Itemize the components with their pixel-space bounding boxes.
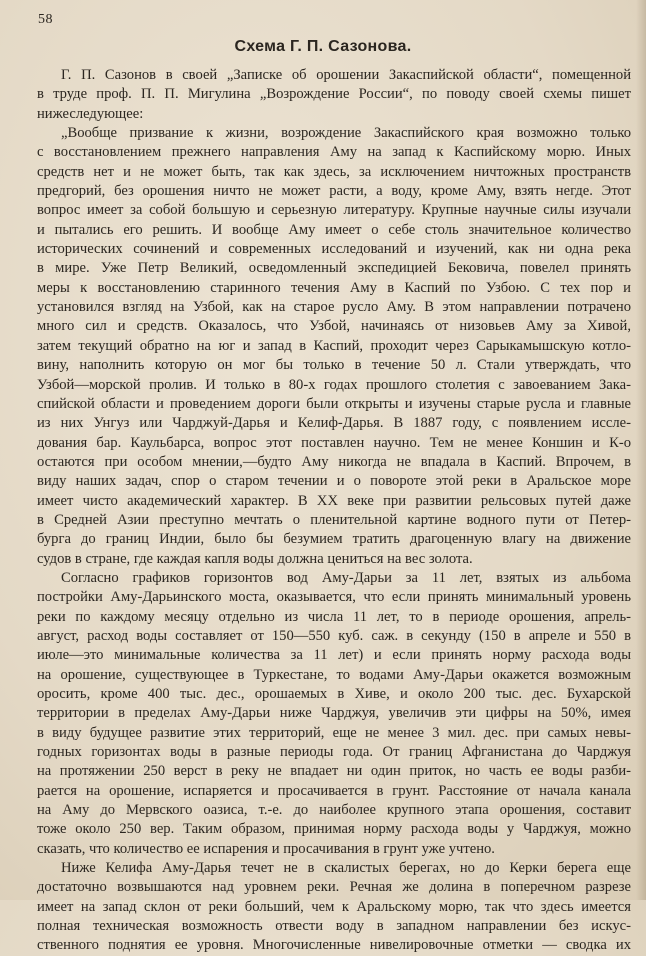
text-line: на орошение, существующее в Туркестане, то водами Аму-Дарьи окажется возможным — [37, 666, 631, 683]
text-line: в виду будущее развитие этих территорий, еще не менее 3 мил. дес. при самых невы- — [37, 724, 631, 741]
page-edge-shadow — [636, 0, 646, 900]
text-line: виду наших задач, спор о старом течении и о повороте этой реки в Аральское море — [37, 473, 631, 490]
text-line: в труде проф. П. П. Мигулина „Возрождение России“, по поводу своей схемы пишет — [37, 86, 631, 103]
text-line: вопрос имеет за собой большую и серьезную литературу. Крупные научные силы изучали — [37, 202, 631, 219]
text-line: вину, наполнить которую он мог бы только в течение 50 л. Стали утверждать, что — [37, 357, 631, 374]
text-line: имеет чисто академический характер. В XX веке при развитии рельсовых путей даже — [37, 492, 631, 509]
text-line: Г. П. Сазонов в своей „Записке об орошении Закаспийской области“, помещенной — [61, 67, 631, 83]
text-line: Ниже Келифа Аму-Дарья течет не в скалистых берегах, но до Керки берега еще — [61, 860, 631, 877]
text-line: с восстановлением прежнего направления Аму на запад к Каспийскому морю. Иных — [37, 144, 631, 161]
text-line: и пытались его решить. И вообще Аму имеет о себе столь значительное количество — [37, 221, 631, 238]
body-text — [37, 66, 631, 956]
text-line: сказать, что количество ее испарения и просачивания в грунт уже учтено. — [37, 840, 495, 857]
text-line: меры к восстановлению старинного течения Аму в Каспий по Узбою. С тех пор и — [37, 279, 631, 296]
text-line: из них Унгуз или Чарджуй-Дарья и Келиф-Дарья. В 1887 году, с появлением иссле- — [37, 415, 631, 432]
text-line: Узбой—морской пролив. И только в 80-х годах прошлого столетия с завоеванием Зака- — [37, 376, 631, 393]
text-line: июле—это минимальные количества за 11 лет) и если принять норму расхода воды — [37, 647, 631, 664]
text-line: на Аму до Мервского оазиса, т.-е. до наиболее крупного этапа орошения, составит — [37, 802, 631, 819]
text-line: дования бар. Каульбарса, вопрос этот поставлен научно. Тем не менее Коншин и К-о — [37, 434, 631, 451]
text-line: много сил и средств. Оказалось, что Узбой, начинаясь от низовьев Аму за Хивой, — [37, 318, 631, 335]
text-line: имеет на запад склон от реки больший, чем к Аральскому морю, так что здесь имеется — [37, 898, 631, 915]
page-number: 58 — [38, 12, 53, 27]
text-line: Согласно графиков горизонтов вод Аму-Дарьи за 11 лет, взятых из альбома — [61, 569, 631, 586]
text-line: в Средней Азии преступно мечтать о пленительной картине водного пути от Петер- — [37, 511, 631, 528]
text-line: годных горизонтах воды в разные периоды года. От границ Афганистана до Чарджуя — [37, 744, 631, 761]
text-line: установился взгляд на Узбой, как на старое русло Аму. В этом направлении потрачено — [37, 299, 631, 316]
page-title: Схема Г. П. Сазонова. — [234, 38, 412, 55]
text-line: исторических сочинений и современных исследований и изучений, как ни одна река — [37, 241, 631, 258]
text-line: затем текущий обратно на юг и запад в Каспий, проходит через Сарыкамышскую котло- — [37, 337, 631, 354]
text-line: бурга до границ Индии, было бы безумием тратить драгоценную влагу на движение — [37, 531, 631, 548]
text-line: полная техническая возможность отвести воду в западном направлении без искус- — [37, 918, 631, 935]
text-line: постройки Аму-Дарьинского моста, оказывается, что если принять минимальный уровень — [37, 589, 631, 606]
text-line: судов в стране, где каждая капля воды должна цениться на вес золота. — [37, 550, 473, 567]
text-line: оросить, кроме 400 тыс. дес., орошаемых в Хиве, и около 200 тыс. дес. Бухарской — [37, 686, 631, 702]
text-line: остаются при особом мнении,—будто Аму никогда не впадала в Каспий. Впрочем, в — [37, 453, 631, 470]
text-line: в мире. Уже Петр Великий, осведомленный экспедицией Бековича, повелел принять — [37, 260, 631, 277]
text-line: ственного поднятия ее уровня. Многочисленные нивелировочные отметки — сводка их — [37, 937, 631, 954]
text-line: достаточно возвышаются над уровнем реки. Речная же долина в поперечном разрезе — [37, 879, 631, 896]
text-line: рается на орошение, испаряется и просачивается в грунт. Расстояние от начала канала — [37, 782, 631, 799]
text-line: средств нет и не может быть, так как здесь, за исключением ничтожных пространств — [37, 163, 631, 180]
text-line: нижеследующее: — [37, 105, 144, 122]
text-line: „Вообще призвание к жизни, возрождение Закаспийского края возможно только — [61, 125, 631, 142]
text-line: на протяжении 250 верст в реку не впадает ни один приток, но часть ее воды разби- — [37, 763, 631, 780]
text-line: август, расход воды составляет от 150—550 куб. саж. в секунду (150 в апреле и 550 в — [37, 627, 631, 644]
text-line: реки по каждому месяцу отдельно из числа 11 лет, то в периоде орошения, апрель- — [37, 608, 631, 625]
text-line: спийской области и проведением дороги были открыты и изучены старые русла и главные — [37, 395, 631, 412]
text-line: территории в пределах Аму-Дарьи ниже Чарджуя, увеличив эти цифры на 50%, имея — [37, 705, 631, 722]
text-line: предгорий, без орошения ничто не может расти, а воду, кроме Аму, взять негде. Этот — [37, 183, 631, 200]
text-line: тоже около 250 вер. Таким образом, принимая норму расхода воды у Чарджуя, можно — [37, 821, 631, 838]
